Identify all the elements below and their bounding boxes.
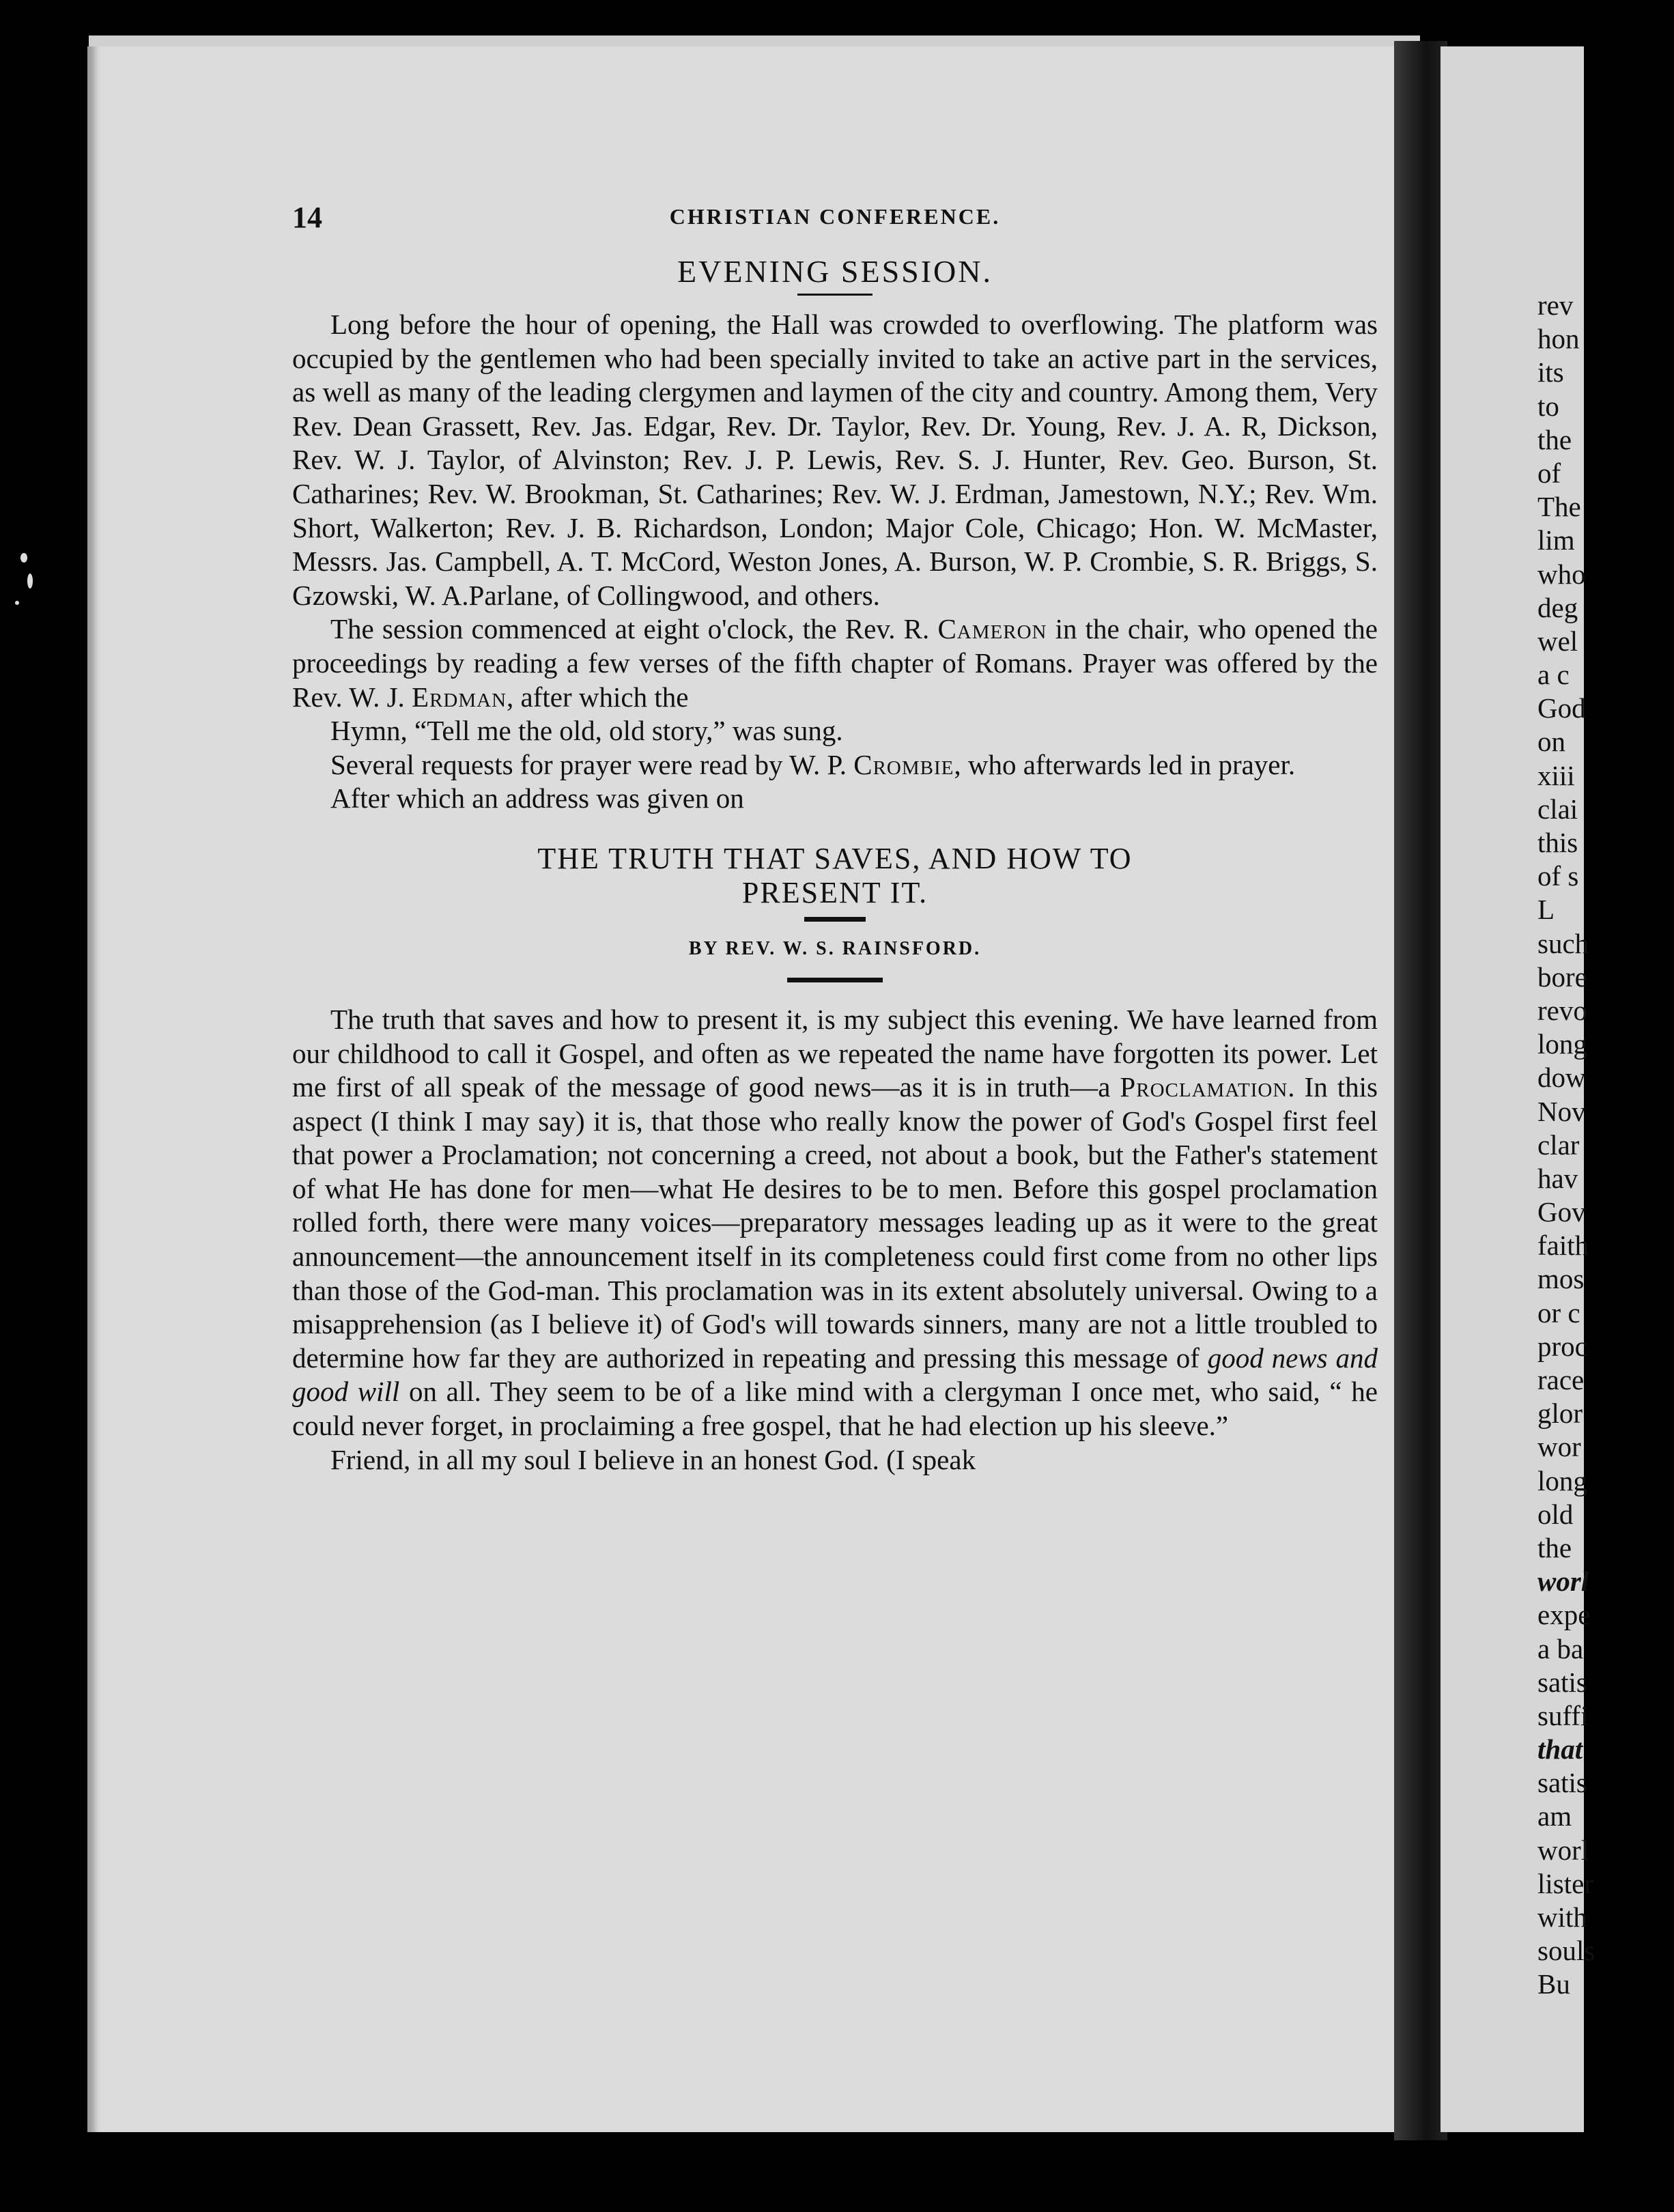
book-spine	[1394, 41, 1447, 2140]
right-page-line: L	[1537, 894, 1555, 926]
paragraph-attendance: Long before the hour of opening, the Hall was crowded to overflowing. The platform was occupied by the gentlemen who had been specially invited to take an active part in the services, as well as many of the leading clergymen and laymen of the city and country. Among them, Very Rev. Dean Grassett, Rev. Jas. Edgar, Rev. Dr. Taylor, Rev. Dr. Young, Rev. J. A. R, Dickson, Rev. W. J. Taylor, of Alvinston; Rev. J. P. Lewis, Rev. S. J. Hunter, Rev. Geo. Burson, St. Catharines; Rev. W. Brookman, St. Catharines; Rev. W. J. Erdman, Jamestown, N.Y.; Rev. Wm. Short, Walkerton; Rev. J. B. Richardson, London; Major Cole, Chicago; Hon. W. McMaster, Messrs. Jas. Campbell, A. T. McCord, Weston Jones, A. Burson, W. P. Crombie, S. R. Briggs, S. Gzowski, W. A.Parlane, of Collingwood, and others.	[292, 309, 1378, 611]
byline-rule	[787, 978, 883, 982]
right-page-line: long	[1537, 1028, 1587, 1060]
right-page-line: the	[1537, 423, 1572, 455]
right-page-line: The	[1537, 491, 1581, 523]
scan-speck	[15, 601, 19, 605]
paragraph-prayer-requests	[292, 748, 1378, 782]
right-page-line: of s	[1537, 860, 1579, 892]
text-run: , who afterwards led in prayer.	[954, 748, 1296, 780]
text-run: The session commenced at eight o'clock, the Rev. R.	[330, 613, 938, 645]
right-page-line: lim	[1537, 524, 1575, 556]
right-page-line: Bu	[1537, 1968, 1570, 2000]
right-page-line: worl	[1537, 1834, 1589, 1866]
right-page-line: revo	[1537, 994, 1587, 1026]
right-page-line: dow	[1537, 1062, 1586, 1094]
right-page-line: long	[1537, 1464, 1587, 1497]
left-page	[87, 46, 1405, 2132]
right-page-line: deg	[1537, 591, 1578, 623]
text-run: in the chair, who opened the proceedings by reading a few verses of the fifth chapter of Romans. Prayer was offered by the Rev. W. J.	[292, 613, 1378, 713]
running-head	[292, 200, 1378, 241]
right-page-line: Nov	[1537, 1095, 1586, 1127]
right-page-line: rev	[1537, 289, 1574, 321]
paragraph-session-start	[292, 612, 1378, 714]
right-page-line: its	[1537, 356, 1564, 388]
paragraph-address-body	[292, 1003, 1378, 1443]
right-page-line: who	[1537, 558, 1586, 590]
right-page-line: xiii	[1537, 759, 1575, 791]
right-page-line: glor	[1537, 1398, 1583, 1430]
paragraph-address-continued: Friend, in all my soul I believe in an honest God. (I speak	[330, 1443, 976, 1475]
right-page-line: God	[1537, 692, 1586, 724]
right-page-line: expe	[1537, 1599, 1591, 1631]
text-run: . In this aspect (I think I may say) it is, that those who really know the power of God's Gospel first feel that power a Proclamation; not concerning a creed, not about a book, but the Father's statement of what He has done for men—what He desires to be to men. Before this gospel proclamation rolled forth, there were many voices—preparatory messages leading up as it were to the great announcement—the announcement itself in its completeness could first come from no other lips than those of the God-man. This proclamation was in its extent absolutely universal. Owing to a misapprehension (as I believe it) of God's will towards sinners, many are not a little troubled to determine how far they are authorized in repeating and pressing this message of	[292, 1071, 1378, 1374]
right-page-line: wor	[1537, 1431, 1581, 1463]
right-page-text-fragments	[1537, 289, 1674, 2002]
text-run: Several requests for prayer were read by W. P.	[330, 748, 854, 780]
page-number: 14	[292, 201, 322, 234]
session-heading: EVENING SESSION.	[677, 254, 993, 289]
text-run: , after which the	[507, 681, 689, 713]
right-page-line: clar	[1537, 1129, 1580, 1161]
paragraph-hymn: Hymn, “Tell me the old, old story,” was sung.	[330, 715, 843, 747]
right-page-line: to	[1537, 390, 1559, 422]
right-page-line: this	[1537, 827, 1578, 858]
word-proclamation: Proclamation	[1120, 1071, 1288, 1103]
title-rule	[804, 917, 866, 922]
name-erdman: Erdman	[412, 681, 507, 713]
byline: BY REV. W. S. RAINSFORD.	[688, 937, 982, 959]
page-content	[292, 200, 1378, 1477]
text-run: on all. They seem to be of a like mind with a clergyman I once met, who said, “ he could never forget, in proclaiming a free gospel, that he had election up his sleeve.”	[292, 1376, 1378, 1442]
text-run: The truth that saves and how to present it, is my subject this evening. We have learned from our childhood to call it Gospel, and often as we repeated the name have forgotten its power. Let me first of all speak of the message of good news—as it is in truth—a	[292, 1003, 1378, 1103]
name-crombie: Crombie	[853, 748, 954, 780]
right-page-line: lister	[1537, 1867, 1593, 1899]
scan-speck	[27, 573, 33, 589]
right-page-line: old	[1537, 1498, 1574, 1530]
heading-rule	[797, 294, 873, 296]
scan-speck	[20, 553, 27, 563]
address-title-line-1: THE TRUTH THAT SAVES, AND HOW TO	[537, 841, 1133, 875]
right-page-line: a c	[1537, 659, 1570, 691]
right-page-line: clai	[1537, 793, 1578, 825]
right-page-line: or c	[1537, 1296, 1580, 1329]
right-page-line: on	[1537, 726, 1565, 758]
right-page-line: worl	[1537, 1565, 1589, 1598]
right-page-line: the	[1537, 1531, 1572, 1563]
right-page-line: of	[1537, 457, 1561, 489]
right-page-line: with	[1537, 1901, 1587, 1933]
address-title-line-2: PRESENT IT.	[741, 875, 928, 909]
right-page-line: Gov	[1537, 1196, 1586, 1228]
running-title: CHRISTIAN CONFERENCE.	[669, 204, 1001, 229]
right-page-line: faith	[1537, 1230, 1589, 1262]
right-page-line: satis	[1537, 1666, 1587, 1698]
right-page-line: hav	[1537, 1162, 1578, 1194]
right-page-line: mos	[1537, 1263, 1585, 1295]
right-page-line: a ba	[1537, 1632, 1584, 1664]
right-page-line: am	[1537, 1800, 1572, 1832]
address-title	[292, 842, 1378, 910]
scan-border-top	[0, 0, 1584, 27]
right-page-line: suffi	[1537, 1699, 1589, 1731]
right-page-line: that	[1537, 1733, 1583, 1766]
name-cameron: Cameron	[937, 613, 1047, 645]
right-page-line: souls	[1537, 1935, 1595, 1967]
right-page-line: proc	[1537, 1330, 1587, 1362]
italic-phrase: good news and good will	[292, 1342, 1378, 1408]
right-page-line: race	[1537, 1364, 1585, 1395]
right-page-line: wel	[1537, 625, 1578, 657]
right-page-line: bore	[1537, 961, 1587, 993]
right-page-line: such	[1537, 927, 1589, 959]
paragraph-address-intro: After which an address was given on	[330, 782, 744, 814]
right-page-line: satis	[1537, 1767, 1587, 1799]
right-page-partial	[1441, 46, 1595, 2132]
right-page-line: hon	[1537, 323, 1580, 355]
